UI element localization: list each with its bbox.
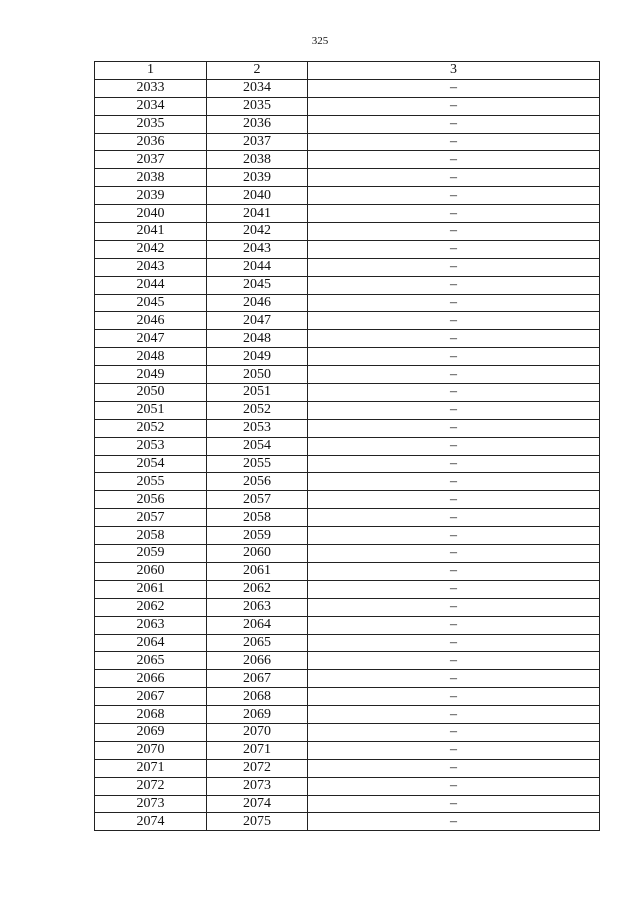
table-cell-col-1: 2063 bbox=[95, 616, 207, 634]
table-cell-col-3: – bbox=[308, 401, 600, 419]
table-cell-col-1: 2072 bbox=[95, 777, 207, 795]
table-header bbox=[95, 62, 600, 80]
table-cell-col-2: 2060 bbox=[207, 545, 308, 563]
table-cell-col-1: 2040 bbox=[95, 205, 207, 223]
table-row bbox=[95, 777, 600, 795]
table-cell-col-3: – bbox=[308, 527, 600, 545]
table-cell-col-3: – bbox=[308, 133, 600, 151]
table-cell-col-2: 2069 bbox=[207, 706, 308, 724]
table-cell-col-2: 2037 bbox=[207, 133, 308, 151]
table-cell-col-1: 2047 bbox=[95, 330, 207, 348]
table-cell-col-3: – bbox=[308, 348, 600, 366]
table-cell-col-2: 2041 bbox=[207, 205, 308, 223]
table-cell-col-3: – bbox=[308, 670, 600, 688]
table-cell-col-3: – bbox=[308, 813, 600, 831]
table-cell-col-3: – bbox=[308, 97, 600, 115]
table-cell-col-3: – bbox=[308, 741, 600, 759]
table-cell-col-2: 2058 bbox=[207, 509, 308, 527]
table-row bbox=[95, 795, 600, 813]
table-cell-col-3: – bbox=[308, 187, 600, 205]
table-cell-col-3: – bbox=[308, 115, 600, 133]
table-cell-col-2: 2068 bbox=[207, 688, 308, 706]
table-cell-col-1: 2035 bbox=[95, 115, 207, 133]
table-cell-col-3: – bbox=[308, 223, 600, 241]
table-row bbox=[95, 509, 600, 527]
table-cell-col-3: – bbox=[308, 169, 600, 187]
table-cell-col-2: 2043 bbox=[207, 240, 308, 258]
table-row bbox=[95, 79, 600, 97]
table-row bbox=[95, 634, 600, 652]
table-cell-col-3: – bbox=[308, 634, 600, 652]
table-cell-col-3: – bbox=[308, 330, 600, 348]
table-cell-col-1: 2062 bbox=[95, 598, 207, 616]
table-cell-col-1: 2066 bbox=[95, 670, 207, 688]
table-cell-col-2: 2072 bbox=[207, 759, 308, 777]
table-cell-col-3: – bbox=[308, 598, 600, 616]
table-row bbox=[95, 312, 600, 330]
table-cell-col-2: 2045 bbox=[207, 276, 308, 294]
table-cell-col-1: 2055 bbox=[95, 473, 207, 491]
table-cell-col-3: – bbox=[308, 688, 600, 706]
table-cell-col-2: 2049 bbox=[207, 348, 308, 366]
table-cell-col-2: 2063 bbox=[207, 598, 308, 616]
table-cell-col-1: 2071 bbox=[95, 759, 207, 777]
table-cell-col-1: 2044 bbox=[95, 276, 207, 294]
table-cell-col-1: 2037 bbox=[95, 151, 207, 169]
table-row bbox=[95, 706, 600, 724]
table-cell-col-2: 2062 bbox=[207, 580, 308, 598]
table-row bbox=[95, 670, 600, 688]
table-cell-col-3: – bbox=[308, 205, 600, 223]
column-header-3: 3 bbox=[308, 62, 600, 80]
table-row bbox=[95, 169, 600, 187]
table-cell-col-2: 2051 bbox=[207, 384, 308, 402]
table-cell-col-1: 2054 bbox=[95, 455, 207, 473]
table-cell-col-3: – bbox=[308, 616, 600, 634]
header-row bbox=[95, 62, 600, 80]
table-row bbox=[95, 527, 600, 545]
data-table bbox=[94, 61, 600, 831]
table-row bbox=[95, 348, 600, 366]
table-cell-col-3: – bbox=[308, 759, 600, 777]
table-cell-col-2: 2048 bbox=[207, 330, 308, 348]
table-cell-col-1: 2059 bbox=[95, 545, 207, 563]
table-row bbox=[95, 151, 600, 169]
table-row bbox=[95, 258, 600, 276]
table-row bbox=[95, 115, 600, 133]
table-cell-col-2: 2034 bbox=[207, 79, 308, 97]
table-row bbox=[95, 562, 600, 580]
table-cell-col-3: – bbox=[308, 294, 600, 312]
table-cell-col-3: – bbox=[308, 706, 600, 724]
table-row bbox=[95, 545, 600, 563]
table-cell-col-1: 2053 bbox=[95, 437, 207, 455]
table-cell-col-3: – bbox=[308, 312, 600, 330]
table-row bbox=[95, 688, 600, 706]
table-cell-col-3: – bbox=[308, 509, 600, 527]
table-row bbox=[95, 473, 600, 491]
table-cell-col-2: 2070 bbox=[207, 723, 308, 741]
table-row bbox=[95, 133, 600, 151]
table-row bbox=[95, 813, 600, 831]
table-cell-col-1: 2057 bbox=[95, 509, 207, 527]
table-row bbox=[95, 205, 600, 223]
table-cell-col-2: 2055 bbox=[207, 455, 308, 473]
table-cell-col-2: 2044 bbox=[207, 258, 308, 276]
table-cell-col-3: – bbox=[308, 545, 600, 563]
table-cell-col-1: 2036 bbox=[95, 133, 207, 151]
table-row bbox=[95, 419, 600, 437]
table-cell-col-2: 2075 bbox=[207, 813, 308, 831]
table-cell-col-1: 2050 bbox=[95, 384, 207, 402]
table-cell-col-2: 2061 bbox=[207, 562, 308, 580]
table-row bbox=[95, 455, 600, 473]
table-cell-col-3: – bbox=[308, 384, 600, 402]
table-cell-col-1: 2052 bbox=[95, 419, 207, 437]
table-cell-col-1: 2046 bbox=[95, 312, 207, 330]
table-cell-col-3: – bbox=[308, 151, 600, 169]
table-cell-col-3: – bbox=[308, 455, 600, 473]
table-cell-col-2: 2052 bbox=[207, 401, 308, 419]
table-cell-col-2: 2065 bbox=[207, 634, 308, 652]
page-number: 325 bbox=[311, 35, 329, 47]
table-cell-col-2: 2067 bbox=[207, 670, 308, 688]
table-cell-col-3: – bbox=[308, 473, 600, 491]
table-row bbox=[95, 616, 600, 634]
table-cell-col-3: – bbox=[308, 562, 600, 580]
table-cell-col-1: 2065 bbox=[95, 652, 207, 670]
table-cell-col-2: 2046 bbox=[207, 294, 308, 312]
table-row bbox=[95, 598, 600, 616]
table-row bbox=[95, 759, 600, 777]
table-cell-col-2: 2036 bbox=[207, 115, 308, 133]
table-row bbox=[95, 437, 600, 455]
table-cell-col-1: 2048 bbox=[95, 348, 207, 366]
table-cell-col-2: 2042 bbox=[207, 223, 308, 241]
table-cell-col-2: 2047 bbox=[207, 312, 308, 330]
table-cell-col-1: 2042 bbox=[95, 240, 207, 258]
table-cell-col-1: 2073 bbox=[95, 795, 207, 813]
table-cell-col-3: – bbox=[308, 366, 600, 384]
table-cell-col-1: 2034 bbox=[95, 97, 207, 115]
table-cell-col-1: 2049 bbox=[95, 366, 207, 384]
table-cell-col-1: 2074 bbox=[95, 813, 207, 831]
table-body bbox=[95, 79, 600, 830]
table-cell-col-1: 2058 bbox=[95, 527, 207, 545]
table-cell-col-1: 2041 bbox=[95, 223, 207, 241]
column-header-2: 2 bbox=[207, 62, 308, 80]
table-row bbox=[95, 97, 600, 115]
table-cell-col-2: 2056 bbox=[207, 473, 308, 491]
table-cell-col-2: 2040 bbox=[207, 187, 308, 205]
table-cell-col-3: – bbox=[308, 79, 600, 97]
table-cell-col-1: 2033 bbox=[95, 79, 207, 97]
table-cell-col-2: 2054 bbox=[207, 437, 308, 455]
table-row bbox=[95, 652, 600, 670]
table-cell-col-3: – bbox=[308, 258, 600, 276]
table-cell-col-3: – bbox=[308, 437, 600, 455]
table-row bbox=[95, 491, 600, 509]
table-row bbox=[95, 276, 600, 294]
table-cell-col-1: 2067 bbox=[95, 688, 207, 706]
table-cell-col-3: – bbox=[308, 652, 600, 670]
table-cell-col-2: 2064 bbox=[207, 616, 308, 634]
table-cell-col-2: 2039 bbox=[207, 169, 308, 187]
table-cell-col-1: 2038 bbox=[95, 169, 207, 187]
table-cell-col-2: 2059 bbox=[207, 527, 308, 545]
table-cell-col-1: 2061 bbox=[95, 580, 207, 598]
table-cell-col-1: 2039 bbox=[95, 187, 207, 205]
table-row bbox=[95, 723, 600, 741]
table-cell-col-3: – bbox=[308, 580, 600, 598]
table-cell-col-1: 2070 bbox=[95, 741, 207, 759]
table-row bbox=[95, 580, 600, 598]
table-cell-col-3: – bbox=[308, 777, 600, 795]
table-cell-col-2: 2050 bbox=[207, 366, 308, 384]
table-cell-col-3: – bbox=[308, 723, 600, 741]
table-cell-col-2: 2074 bbox=[207, 795, 308, 813]
table-row bbox=[95, 741, 600, 759]
table-cell-col-2: 2073 bbox=[207, 777, 308, 795]
table-row bbox=[95, 187, 600, 205]
table-cell-col-3: – bbox=[308, 491, 600, 509]
table-row bbox=[95, 223, 600, 241]
table-row bbox=[95, 330, 600, 348]
table-cell-col-2: 2057 bbox=[207, 491, 308, 509]
table-cell-col-1: 2064 bbox=[95, 634, 207, 652]
table-cell-col-2: 2071 bbox=[207, 741, 308, 759]
table-cell-col-3: – bbox=[308, 795, 600, 813]
table-cell-col-1: 2060 bbox=[95, 562, 207, 580]
column-header-1: 1 bbox=[95, 62, 207, 80]
table-cell-col-1: 2045 bbox=[95, 294, 207, 312]
table-cell-col-2: 2053 bbox=[207, 419, 308, 437]
table-cell-col-2: 2035 bbox=[207, 97, 308, 115]
table-cell-col-2: 2066 bbox=[207, 652, 308, 670]
table-cell-col-1: 2068 bbox=[95, 706, 207, 724]
table-cell-col-1: 2043 bbox=[95, 258, 207, 276]
table-cell-col-3: – bbox=[308, 419, 600, 437]
table-cell-col-1: 2069 bbox=[95, 723, 207, 741]
table-cell-col-3: – bbox=[308, 240, 600, 258]
table-row bbox=[95, 240, 600, 258]
table-row bbox=[95, 294, 600, 312]
table-cell-col-2: 2038 bbox=[207, 151, 308, 169]
table-row bbox=[95, 401, 600, 419]
table-row bbox=[95, 384, 600, 402]
table-cell-col-3: – bbox=[308, 276, 600, 294]
table-cell-col-1: 2056 bbox=[95, 491, 207, 509]
table-row bbox=[95, 366, 600, 384]
table-cell-col-1: 2051 bbox=[95, 401, 207, 419]
